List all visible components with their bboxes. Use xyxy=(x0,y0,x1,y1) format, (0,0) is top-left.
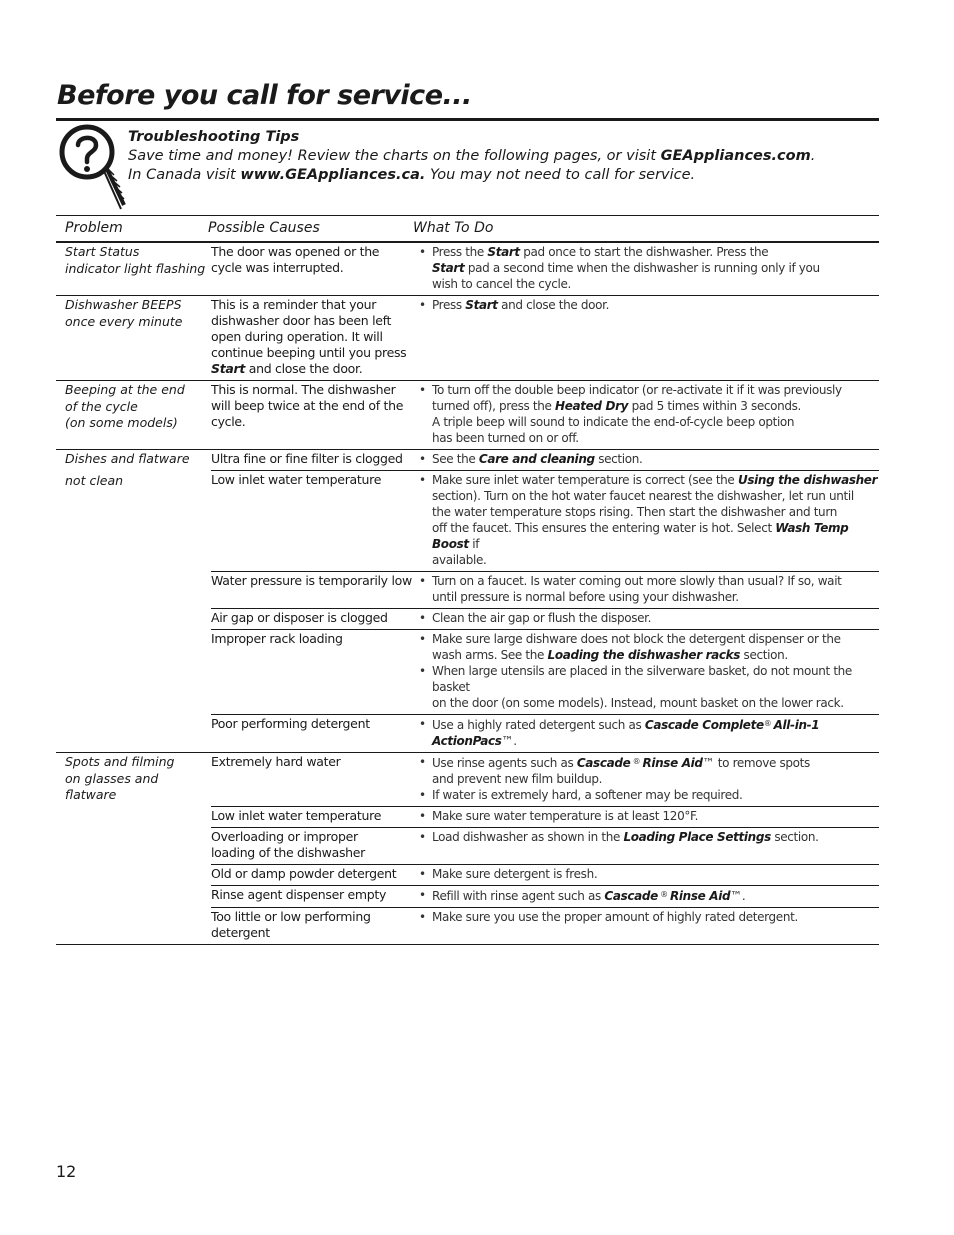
what-to-do-cell xyxy=(414,886,879,907)
text-run: pad 5 times within 3 seconds. xyxy=(628,399,802,413)
cause-text: Rinse agent dispenser empty xyxy=(211,887,387,902)
causes-column xyxy=(211,296,879,380)
text-run: ™ to remove spots xyxy=(702,756,810,770)
tips-line-2: In Canada visit www.GEAppliances.ca. You may not need to call for service. xyxy=(128,167,696,183)
text-run: off the faucet. This ensures the entering water is hot. Select xyxy=(432,521,776,535)
cause-line xyxy=(211,925,414,941)
table-group xyxy=(56,296,879,381)
cause-line xyxy=(211,414,414,430)
cause-cell xyxy=(211,828,414,864)
cause-cell xyxy=(211,865,414,885)
action-item xyxy=(414,244,879,292)
emphasis-text: Cascade xyxy=(576,756,631,770)
table-row xyxy=(211,243,879,295)
table-row xyxy=(211,470,879,571)
cause-cell xyxy=(211,296,414,380)
text-run: has been turned on or off. xyxy=(432,431,579,445)
cause-line xyxy=(211,361,414,377)
causes-column xyxy=(211,243,879,295)
text-run: if xyxy=(468,537,480,551)
problem-cell xyxy=(56,753,211,944)
cause-cell xyxy=(211,753,414,806)
what-to-do-cell xyxy=(414,296,879,380)
cause-text: This is a reminder that your xyxy=(211,297,377,312)
problem-cell xyxy=(56,381,211,449)
text-run: ® xyxy=(630,757,643,766)
what-to-do-cell xyxy=(414,381,879,449)
text-run: section. xyxy=(740,648,788,662)
header-problem: Problem xyxy=(65,220,123,236)
bullet-icon: • xyxy=(419,632,426,646)
cause-line xyxy=(211,398,414,414)
text-run: Press the xyxy=(432,245,488,259)
text-run: To turn off the double beep indicator (or re-activate it if it was previously xyxy=(432,383,842,397)
text-run: ® xyxy=(657,890,670,899)
page-number: 12 xyxy=(56,1162,77,1181)
problem-text: Beeping at the end xyxy=(65,382,185,397)
cause-cell xyxy=(211,715,414,752)
table-row xyxy=(211,714,879,752)
what-to-do-cell xyxy=(414,243,879,295)
cause-line xyxy=(211,845,414,861)
header-possible-causes: Possible Causes xyxy=(208,220,320,236)
cause-line xyxy=(211,887,414,903)
cause-text: Old or damp powder detergent xyxy=(211,866,397,881)
text-run: wash arms. See the xyxy=(432,648,548,662)
bullet-icon: • xyxy=(419,473,426,487)
bullet-icon: • xyxy=(419,788,426,802)
what-to-do-cell xyxy=(414,572,879,608)
emphasis-text: Loading Place Settings xyxy=(623,830,771,844)
problem-text: Spots and filming xyxy=(65,754,175,769)
text-run: until pressure is normal before using your dishwasher. xyxy=(432,590,739,604)
what-to-do-cell xyxy=(414,753,879,806)
table-header xyxy=(56,215,879,243)
cause-line xyxy=(211,451,414,467)
action-item xyxy=(414,909,879,925)
bullet-icon: • xyxy=(419,298,426,312)
action-item xyxy=(414,610,879,626)
problem-text: on glasses and xyxy=(65,770,159,786)
action-item xyxy=(414,808,879,824)
text-run: Make sure you use the proper amount of highly rated detergent. xyxy=(432,910,798,924)
emphasis-text: Start xyxy=(211,361,246,376)
what-to-do-cell xyxy=(414,715,879,752)
emphasis-text: Cascade Complete xyxy=(644,718,764,732)
cause-text: Ultra fine or fine filter is clogged xyxy=(211,451,403,466)
action-item xyxy=(414,866,879,882)
action-item xyxy=(414,663,879,711)
text-run: Turn on a faucet. Is water coming out more slowly than usual? If so, wait xyxy=(432,574,842,588)
action-item xyxy=(414,297,879,313)
text-run: When large utensils are placed in the silverware basket, do not mount the basket xyxy=(432,664,852,694)
cause-text: The door was opened or the xyxy=(211,244,380,259)
table-row xyxy=(211,864,879,885)
cause-text: Too little or low performing xyxy=(211,909,371,924)
cause-cell xyxy=(211,807,414,827)
problem-cell xyxy=(56,243,211,295)
cause-text: loading of the dishwasher xyxy=(211,845,366,860)
cause-line xyxy=(211,573,414,589)
text-run: Make sure water temperature is at least 120°F. xyxy=(432,809,699,823)
emphasis-text: Start xyxy=(432,261,465,275)
cause-line xyxy=(211,610,414,626)
causes-column xyxy=(211,450,879,752)
text-run: ® xyxy=(763,719,774,728)
cause-text: detergent xyxy=(211,925,270,940)
problem-text: Dishes and flatware xyxy=(65,451,190,466)
table-row xyxy=(211,629,879,714)
cause-text: Extremely hard water xyxy=(211,754,341,769)
what-to-do-cell xyxy=(414,865,879,885)
causes-column xyxy=(211,753,879,944)
text-run: Clean the air gap or flush the disposer. xyxy=(432,611,652,625)
page-title: Before you call for service... xyxy=(57,80,472,111)
action-item xyxy=(414,451,879,467)
cause-text: Air gap or disposer is clogged xyxy=(211,610,388,625)
text-run: on the door (on some models). Instead, mount basket on the lower rack. xyxy=(432,696,844,710)
cause-line xyxy=(211,382,414,398)
table-row xyxy=(211,827,879,864)
table-row xyxy=(211,296,879,380)
text-run: pad once to start the dishwasher. Press the xyxy=(519,245,769,259)
table-row xyxy=(211,753,879,806)
cause-cell xyxy=(211,886,414,907)
text-run: ™. xyxy=(730,889,746,903)
cause-text: This is normal. The dishwasher xyxy=(211,382,396,397)
text-run: If water is extremely hard, a softener may be required. xyxy=(432,788,743,802)
causes-column xyxy=(211,381,879,449)
cause-line xyxy=(211,313,414,329)
cause-cell xyxy=(211,243,414,295)
text-run: Press xyxy=(432,298,466,312)
cause-line xyxy=(211,297,414,313)
action-item xyxy=(414,829,879,845)
emphasis-text: Cascade xyxy=(604,889,658,903)
cause-text: and close the door. xyxy=(245,361,363,376)
bullet-icon: • xyxy=(419,383,426,397)
action-item xyxy=(414,631,879,663)
tips-line-1: Save time and money! Review the charts on the following pages, or visit GEAppliances.com. xyxy=(128,148,816,164)
table-row xyxy=(211,571,879,608)
ge-canada-link[interactable]: www.GEAppliances.ca. xyxy=(240,167,426,183)
text-run: Load dishwasher as shown in the xyxy=(432,830,624,844)
what-to-do-cell xyxy=(414,828,879,864)
what-to-do-cell xyxy=(414,471,879,571)
emphasis-text: Using the dishwasher xyxy=(737,473,878,487)
bullet-icon: • xyxy=(419,245,426,259)
text-run: See the xyxy=(432,452,479,466)
cause-line xyxy=(211,244,414,260)
question-mark-icon xyxy=(55,123,131,211)
table-body xyxy=(56,243,879,945)
bullet-icon: • xyxy=(419,830,426,844)
what-to-do-cell xyxy=(414,807,879,827)
cause-line xyxy=(211,260,414,276)
bullet-icon: • xyxy=(419,867,426,881)
cause-line xyxy=(211,472,414,488)
bullet-icon: • xyxy=(419,574,426,588)
emphasis-text: Rinse Aid xyxy=(642,756,703,770)
text-run: section. xyxy=(770,830,819,844)
cause-text: cycle. xyxy=(211,414,246,429)
cause-line xyxy=(211,754,414,770)
cause-text: Low inlet water temperature xyxy=(211,472,382,487)
table-group xyxy=(56,381,879,450)
cause-line xyxy=(211,345,414,361)
table-row xyxy=(211,450,879,470)
cause-text: dishwasher door has been left xyxy=(211,313,392,328)
emphasis-text: All-in-1 ActionPacs xyxy=(432,718,820,748)
text-run: A triple beep will sound to indicate the end-of-cycle beep option xyxy=(432,415,795,429)
bullet-icon: • xyxy=(419,910,426,924)
bullet-icon: • xyxy=(419,809,426,823)
table-row xyxy=(211,608,879,629)
bullet-icon: • xyxy=(419,452,426,466)
table-row xyxy=(211,806,879,827)
problem-text: once every minute xyxy=(65,313,183,329)
problem-cell xyxy=(56,450,211,752)
problem-text: not clean xyxy=(65,472,124,488)
cause-text: Low inlet water temperature xyxy=(211,808,382,823)
bullet-icon: • xyxy=(419,664,426,678)
text-run: Use rinse agents such as xyxy=(432,756,577,770)
cause-text: Poor performing detergent xyxy=(211,716,370,731)
problem-text: of the cycle xyxy=(65,398,138,414)
table-group xyxy=(56,753,879,945)
table-group xyxy=(56,243,879,296)
emphasis-text: Start xyxy=(465,298,498,312)
emphasis-text: Care and cleaning xyxy=(478,452,595,466)
cause-cell xyxy=(211,572,414,608)
cause-text: open during operation. It will xyxy=(211,329,383,344)
emphasis-text: Rinse Aid xyxy=(670,889,731,903)
cause-cell xyxy=(211,381,414,449)
problem-text: flatware xyxy=(65,787,117,802)
table-group xyxy=(56,450,879,753)
action-item xyxy=(414,573,879,605)
header-what-to-do: What To Do xyxy=(413,220,494,236)
cause-text: Water pressure is temporarily low xyxy=(211,573,412,588)
troubleshooting-table xyxy=(56,215,879,945)
text-run: and prevent new film buildup. xyxy=(432,772,603,786)
bullet-icon: • xyxy=(419,888,426,902)
text-run: pad a second time when the dishwasher is running only if you xyxy=(464,261,820,275)
cause-text: Improper rack loading xyxy=(211,631,343,646)
action-item xyxy=(414,887,879,904)
emphasis-text: Start xyxy=(487,245,520,259)
problem-text: Dishwasher BEEPS xyxy=(65,297,182,312)
what-to-do-cell xyxy=(414,908,879,944)
action-item xyxy=(414,754,879,787)
cause-cell xyxy=(211,609,414,629)
text-run: Use a highly rated detergent such as xyxy=(432,718,645,732)
text-run: the water temperature stops rising. Then start the dishwasher and turn xyxy=(432,505,837,519)
cause-text: continue beeping until you press xyxy=(211,345,407,360)
what-to-do-cell xyxy=(414,609,879,629)
cause-line xyxy=(211,631,414,647)
cause-line xyxy=(211,866,414,882)
cause-line xyxy=(211,716,414,732)
text-run: and close the door. xyxy=(497,298,610,312)
problem-text: indicator light flashing xyxy=(65,260,206,276)
cause-text: will beep twice at the end of the xyxy=(211,398,404,413)
cause-text: cycle was interrupted. xyxy=(211,260,344,275)
text-run: Make sure large dishware does not block the detergent dispenser or the xyxy=(432,632,841,646)
cause-cell xyxy=(211,630,414,714)
text-run: available. xyxy=(432,553,487,567)
troubleshooting-tips xyxy=(128,128,868,185)
problem-text: Start Status xyxy=(65,244,140,259)
cause-line xyxy=(211,909,414,925)
bullet-icon: • xyxy=(419,755,426,769)
emphasis-text: Heated Dry xyxy=(555,399,629,413)
problem-text: (on some models) xyxy=(65,415,178,430)
emphasis-text: Wash Temp Boost xyxy=(432,521,849,551)
text-run: Make sure inlet water temperature is correct (see the xyxy=(432,473,738,487)
text-run: ™. xyxy=(501,734,517,748)
cause-line xyxy=(211,808,414,824)
action-item xyxy=(414,716,879,749)
action-item xyxy=(414,472,879,568)
emphasis-text: Loading the dishwasher racks xyxy=(547,648,741,662)
text-run: wish to cancel the cycle. xyxy=(432,277,571,291)
bullet-icon: • xyxy=(419,611,426,625)
cause-cell xyxy=(211,908,414,944)
ge-link[interactable]: GEAppliances.com xyxy=(660,148,811,164)
title-rule xyxy=(56,118,879,121)
table-row xyxy=(211,381,879,449)
text-run: Make sure detergent is fresh. xyxy=(432,867,598,881)
problem-cell xyxy=(56,296,211,380)
cause-line xyxy=(211,329,414,345)
table-row xyxy=(211,907,879,944)
action-item xyxy=(414,382,879,446)
what-to-do-cell xyxy=(414,450,879,470)
text-run: Refill with rinse agent such as xyxy=(432,889,605,903)
text-run: turned off), press the xyxy=(432,399,556,413)
cause-line xyxy=(211,829,414,845)
tips-title: Troubleshooting Tips xyxy=(128,129,300,145)
text-run: section. xyxy=(594,452,643,466)
what-to-do-cell xyxy=(414,630,879,714)
bullet-icon: • xyxy=(419,717,426,731)
text-run: section). Turn on the hot water faucet nearest the dishwasher, let run until xyxy=(432,489,854,503)
table-row xyxy=(211,885,879,907)
cause-cell xyxy=(211,450,414,470)
action-item xyxy=(414,787,879,803)
cause-text: Overloading or improper xyxy=(211,829,358,844)
cause-cell xyxy=(211,471,414,571)
